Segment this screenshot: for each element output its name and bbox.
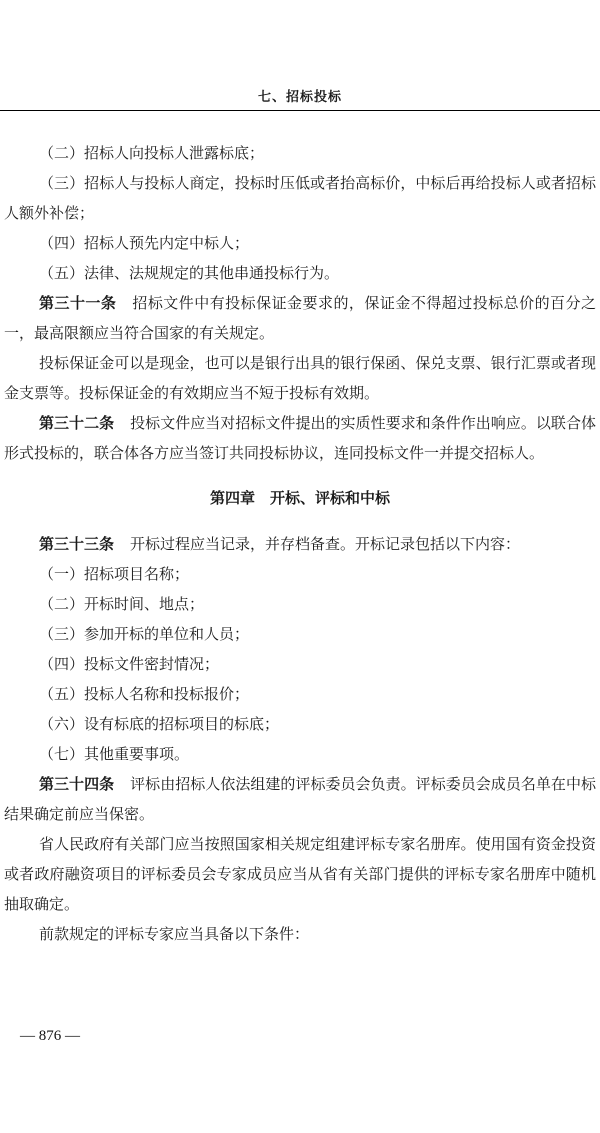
paragraph-text: （三）招标人与投标人商定，投标时压低或者抬高标价，中标后再给投标人或者招标人额外补偿； <box>4 174 596 222</box>
body-paragraph <box>0 649 600 679</box>
page-body <box>0 138 600 949</box>
body-paragraph <box>0 348 600 408</box>
article-paragraph <box>0 769 600 829</box>
paragraph-text: 开标过程应当记录，并存档备查。开标记录包括以下内容： <box>130 535 521 553</box>
body-paragraph <box>0 258 600 288</box>
article-paragraph <box>0 288 600 348</box>
body-paragraph <box>0 739 600 769</box>
paragraph-text: （二）招标人向投标人泄露标底； <box>39 144 265 162</box>
paragraphs-before-chapter <box>0 138 600 468</box>
body-paragraph <box>0 228 600 258</box>
paragraph-text: （四）招标人预先内定中标人； <box>39 234 250 252</box>
body-paragraph <box>0 589 600 619</box>
body-paragraph <box>0 709 600 739</box>
body-paragraph <box>0 168 600 228</box>
body-paragraph <box>0 919 600 949</box>
body-paragraph <box>0 829 600 919</box>
article-paragraph <box>0 408 600 468</box>
chapter-heading: 第四章 开标、评标和中标 <box>209 489 390 507</box>
paragraph-text: （七）其他重要事项。 <box>39 745 190 763</box>
header-rule <box>0 110 600 111</box>
paragraph-text: （四）投标文件密封情况； <box>39 655 220 673</box>
paragraph-text: （三）参加开标的单位和人员； <box>39 625 250 643</box>
article-number: 第三十一条 <box>39 294 117 312</box>
article-number: 第三十二条 <box>39 414 115 432</box>
paragraph-text: 招标文件中有投标保证金要求的，保证金不得超过投标总价的百分之一，最高限额应当符合国家的有关规定。 <box>4 294 596 342</box>
paragraph-text: （五）投标人名称和投标报价； <box>39 685 250 703</box>
body-paragraph <box>0 559 600 589</box>
paragraph-text: （六）设有标底的招标项目的标底； <box>39 715 280 733</box>
body-paragraph <box>0 619 600 649</box>
paragraph-text: （五）法律、法规规定的其他串通投标行为。 <box>39 264 340 282</box>
paragraphs-after-chapter <box>0 529 600 949</box>
paragraph-text: 省人民政府有关部门应当按照国家相关规定组建评标专家名册库。使用国有资金投资或者政府融资项目的评标委员会专家成员应当从省有关部门提供的评标专家名册库中随机抽取确定。 <box>4 835 596 913</box>
article-number: 第三十四条 <box>39 775 115 793</box>
body-paragraph <box>0 138 600 168</box>
body-paragraph <box>0 679 600 709</box>
paragraph-text: 评标由招标人依法组建的评标委员会负责。评标委员会成员名单在中标结果确定前应当保密。 <box>4 775 596 823</box>
paragraph-text: 投标文件应当对招标文件提出的实质性要求和条件作出响应。以联合体形式投标的，联合体各方应当签订共同投标协议，连同投标文件一并提交招标人。 <box>4 414 596 462</box>
article-number: 第三十三条 <box>39 535 115 553</box>
paragraph-text: （一）招标项目名称； <box>39 565 190 583</box>
paragraph-text: （二）开标时间、地点； <box>39 595 205 613</box>
running-header: 七、招标投标 <box>257 90 342 105</box>
paragraph-text: 前款规定的评标专家应当具备以下条件： <box>39 925 310 943</box>
page-number: — 876 — <box>20 1028 80 1044</box>
paragraph-text: 投标保证金可以是现金，也可以是银行出具的银行保函、保兑支票、银行汇票或者现金支票等。投标保证金的有效期应当不短于投标有效期。 <box>4 354 596 402</box>
article-paragraph <box>0 529 600 559</box>
